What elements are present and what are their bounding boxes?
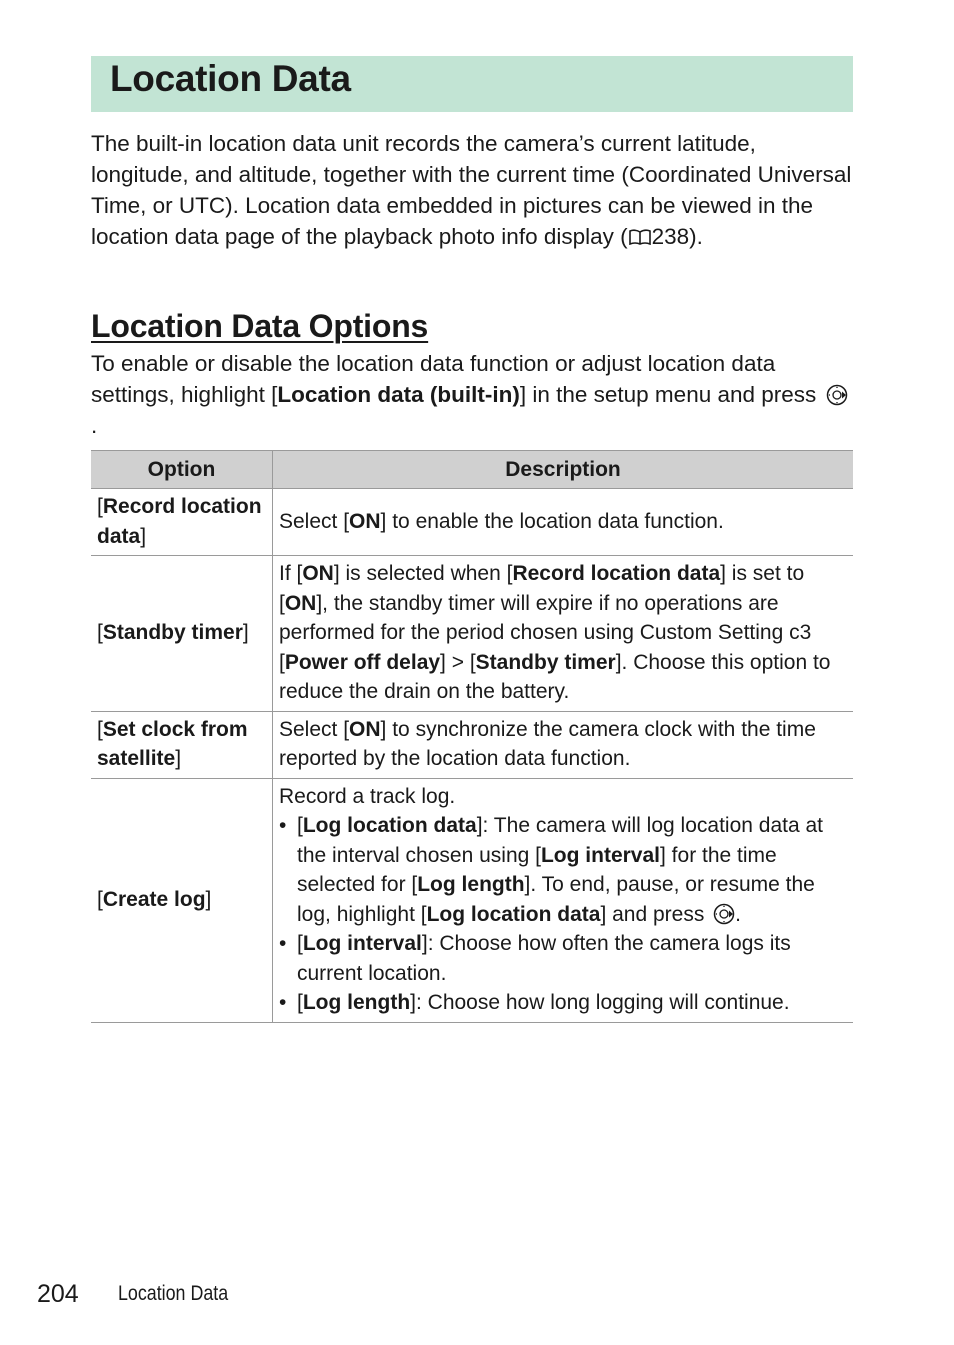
desc-text: If [ (279, 562, 303, 585)
desc-text: [ (297, 814, 303, 837)
menu-item-name: Location data (built-in) (277, 382, 520, 407)
intro-text: The built-in location data unit records the camera’s current latitude, longitude, and altitude, together with the current time (Coordinated Universal Time, or UTC). Location data embedded in pictures can be viewed in the location data page of the playback photo info display ( (91, 131, 852, 249)
intro-paragraph (91, 128, 853, 252)
option-cell: [Record location data] (91, 489, 273, 556)
list-item (279, 811, 847, 929)
setting-name: ON (302, 562, 334, 585)
desc-text: ], the standby timer will expire if no operations are performed for the period chosen using Custom Setting c3 [ (279, 591, 812, 674)
header-description: Description (273, 451, 854, 489)
setting-name: Log length (302, 991, 411, 1014)
desc-text: . (735, 902, 742, 926)
option-name: Record location data (97, 495, 262, 548)
option-cell: [Set clock from satellite] (91, 711, 273, 778)
list-item (279, 929, 847, 988)
setting-name: ON (349, 509, 381, 533)
setting-name: ON (349, 717, 381, 741)
desc-text: ] to synchronize the camera clock with the time reported by the location data function. (279, 717, 816, 770)
bullet-list (279, 811, 847, 1018)
section-heading: Location Data Options (91, 308, 429, 344)
desc-text: ]. Choose this option to reduce the drain on the battery. (279, 650, 831, 703)
list-item (279, 988, 847, 1018)
book-icon (629, 229, 651, 245)
desc-text: [ (297, 991, 303, 1014)
desc-text: ]: Choose how often the camera logs its current location. (297, 932, 791, 985)
table-row (91, 711, 853, 778)
page-number: 204 (37, 1280, 79, 1308)
setting-name: Record location data (512, 562, 721, 585)
page-title: Location Data (110, 58, 351, 99)
multi-selector-right-icon (713, 903, 735, 925)
page-reference-link[interactable]: 238 (651, 224, 690, 249)
section-intro-text: ] in the setup menu and press (519, 382, 823, 407)
desc-text: Select [ (279, 509, 350, 533)
options-table (91, 450, 853, 1023)
title-banner (91, 56, 853, 112)
description-cell (273, 711, 854, 778)
table-row (91, 556, 853, 712)
table-body (91, 489, 853, 1023)
description-cell (273, 489, 854, 556)
desc-text: ] to enable the location data function. (380, 509, 724, 533)
desc-text: ]: Choose how long logging will continue. (410, 991, 790, 1014)
section-intro-text: . (91, 413, 98, 438)
description-intro: Record a track log. (279, 784, 456, 808)
setting-name: ON (284, 591, 317, 615)
setting-name: Log location data (302, 814, 477, 837)
desc-text: Select [ (279, 717, 350, 741)
setting-name: Log interval (302, 932, 422, 955)
option-name: Standby timer (102, 621, 243, 644)
option-name: Set clock from satellite (97, 717, 248, 770)
setting-name: Power off delay (284, 650, 441, 674)
description-cell (273, 778, 854, 1022)
desc-text: ] > [ (440, 650, 476, 674)
desc-text: ] is set to [ (279, 562, 805, 615)
description-cell (273, 556, 854, 712)
desc-text: ]: The camera will log location data at the interval chosen using [ (297, 814, 823, 867)
desc-text: ] is selected when [ (333, 562, 513, 585)
desc-text: ] and press (600, 902, 711, 926)
header-option: Option (91, 451, 273, 489)
option-cell: [Standby timer] (91, 556, 273, 712)
intro-text-end: ). (689, 224, 703, 249)
footer-section-label: Location Data (118, 1282, 229, 1305)
setting-name: Log interval (540, 843, 661, 867)
desc-text: [ (297, 932, 303, 955)
option-cell: [Create log] (91, 778, 273, 1022)
section-intro-paragraph (91, 348, 853, 441)
table-row (91, 489, 853, 556)
setting-name: Log length (417, 873, 525, 896)
multi-selector-right-icon (826, 384, 848, 406)
setting-name: Standby timer (475, 650, 616, 674)
setting-name: Log location data (426, 902, 601, 926)
desc-text: ] for the time selected for [ (297, 843, 777, 896)
table-row (91, 778, 853, 1022)
option-name: Create log (102, 887, 206, 911)
desc-text: ]. To end, pause, or resume the log, highlight [ (297, 873, 815, 926)
table-header-row (91, 451, 853, 489)
section-intro-text: To enable or disable the location data function or adjust location data settings, highlight [ (91, 351, 776, 407)
